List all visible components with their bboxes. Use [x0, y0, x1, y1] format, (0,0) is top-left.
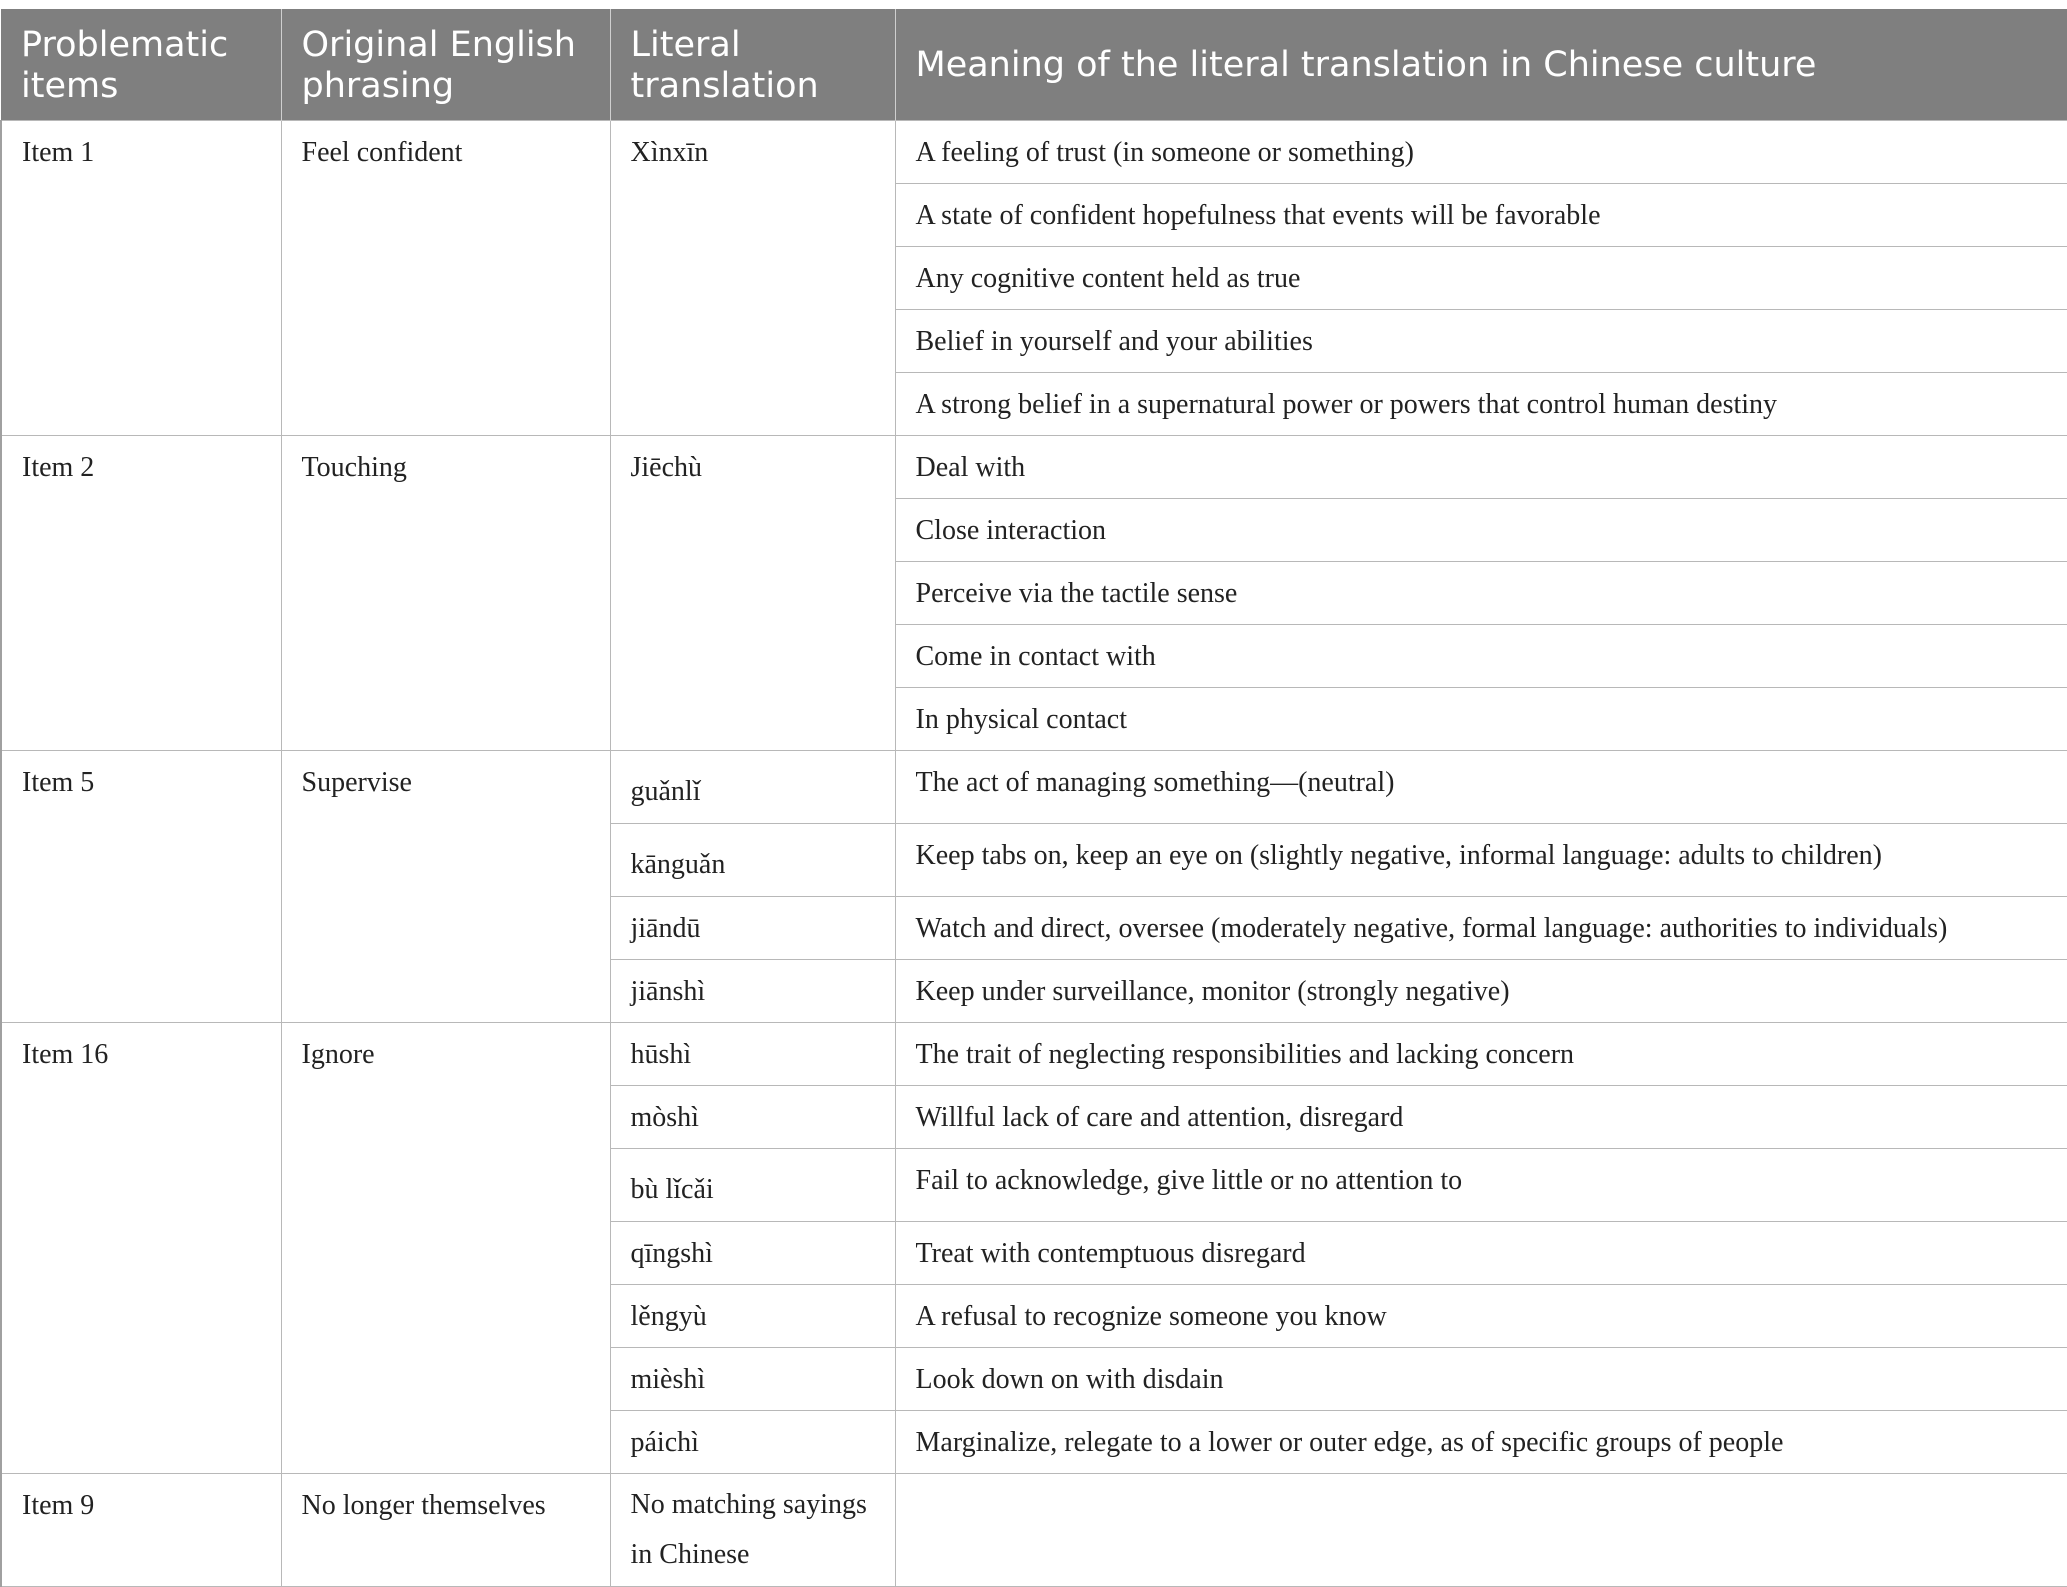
meaning-cell: Come in contact with: [895, 624, 2067, 687]
header-problematic-items: Problematic items: [1, 9, 281, 120]
translation-cell: páichì: [610, 1410, 895, 1473]
table-row: [1, 750, 2067, 823]
translation-cell: guǎnlǐ: [610, 750, 895, 823]
item-cell: Item 16: [1, 1022, 281, 1473]
meaning-cell: Willful lack of care and attention, disregard: [895, 1085, 2067, 1148]
header-literal-translation: Literal translation: [610, 9, 895, 120]
translation-cell: hūshì: [610, 1022, 895, 1085]
phrasing-cell: Ignore: [281, 1022, 610, 1473]
table-row: [1, 435, 2067, 498]
phrasing-cell: Supervise: [281, 750, 610, 1022]
meaning-cell: Watch and direct, oversee (moderately negative, formal language: authorities to individuals): [895, 896, 2067, 959]
phrasing-cell: No longer themselves: [281, 1473, 610, 1586]
meaning-cell: Keep tabs on, keep an eye on (slightly negative, informal language: adults to children): [895, 823, 2067, 896]
translation-cell: lěngyù: [610, 1284, 895, 1347]
translation-cell: mòshì: [610, 1085, 895, 1148]
meaning-cell: The act of managing something—(neutral): [895, 750, 2067, 823]
phrasing-cell: Touching: [281, 435, 610, 750]
translation-cell: No matching sayings in Chinese: [610, 1473, 895, 1586]
translation-cell: Xìnxīn: [610, 120, 895, 435]
table-row: [1, 1022, 2067, 1085]
translation-cell: jiāndū: [610, 896, 895, 959]
meaning-cell: Belief in yourself and your abilities: [895, 309, 2067, 372]
meaning-cell: Keep under surveillance, monitor (strongly negative): [895, 959, 2067, 1022]
translation-cell: qīngshì: [610, 1221, 895, 1284]
meaning-cell: Treat with contemptuous disregard: [895, 1221, 2067, 1284]
table-row: [1, 120, 2067, 183]
phrasing-cell: Feel confident: [281, 120, 610, 435]
meaning-cell: Look down on with disdain: [895, 1347, 2067, 1410]
table-row: [1, 1473, 2067, 1586]
item-cell: Item 5: [1, 750, 281, 1022]
translation-cell: bù lǐcǎi: [610, 1148, 895, 1221]
header-original-english-phrasing: Original English phrasing: [281, 9, 610, 120]
header-row: [1, 9, 2067, 120]
meaning-cell: A refusal to recognize someone you know: [895, 1284, 2067, 1347]
meaning-cell: Perceive via the tactile sense: [895, 561, 2067, 624]
translation-cell: kānguǎn: [610, 823, 895, 896]
meaning-cell: [895, 1473, 2067, 1586]
meaning-cell: A strong belief in a supernatural power or powers that control human destiny: [895, 372, 2067, 435]
meaning-cell: Deal with: [895, 435, 2067, 498]
item-cell: Item 9: [1, 1473, 281, 1586]
translation-table: [0, 9, 2067, 1587]
meaning-cell: A feeling of trust (in someone or something): [895, 120, 2067, 183]
item-cell: Item 1: [1, 120, 281, 435]
meaning-cell: Close interaction: [895, 498, 2067, 561]
translation-cell: Jiēchù: [610, 435, 895, 750]
header-meaning: Meaning of the literal translation in Chinese culture: [895, 9, 2067, 120]
meaning-cell: A state of confident hopefulness that events will be favorable: [895, 183, 2067, 246]
translation-cell: mièshì: [610, 1347, 895, 1410]
translation-cell: jiānshì: [610, 959, 895, 1022]
meaning-cell: Fail to acknowledge, give little or no attention to: [895, 1148, 2067, 1221]
meaning-cell: Any cognitive content held as true: [895, 246, 2067, 309]
meaning-cell: The trait of neglecting responsibilities and lacking concern: [895, 1022, 2067, 1085]
meaning-cell: Marginalize, relegate to a lower or outer edge, as of specific groups of people: [895, 1410, 2067, 1473]
item-cell: Item 2: [1, 435, 281, 750]
meaning-cell: In physical contact: [895, 687, 2067, 750]
